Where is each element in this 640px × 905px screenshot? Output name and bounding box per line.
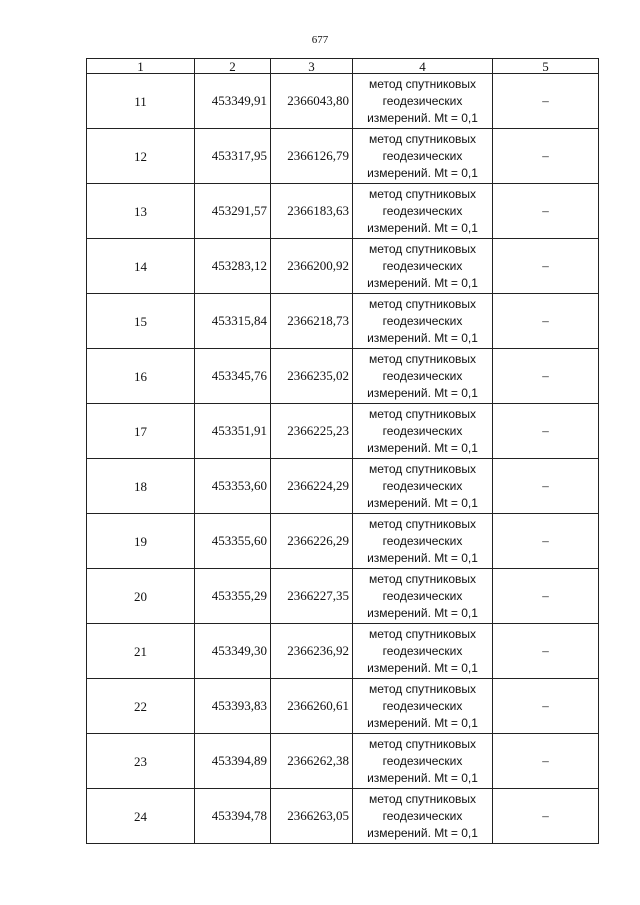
x-coordinate-cell: 453283,12: [195, 239, 271, 294]
method-cell: [353, 184, 493, 239]
x-coordinate-cell: 453351,91: [195, 404, 271, 459]
table-body: [87, 74, 599, 844]
method-cell: [353, 404, 493, 459]
method-line: метод спутниковых: [368, 681, 476, 696]
method-line: геодезических: [382, 643, 463, 658]
note-cell: –: [493, 459, 599, 514]
coordinates-table: [86, 58, 599, 844]
y-coordinate-cell: 2366183,63: [271, 184, 353, 239]
note-cell: –: [493, 624, 599, 679]
note-cell: –: [493, 74, 599, 129]
method-line: метод спутниковых: [368, 241, 476, 256]
header-col-5: 5: [493, 59, 599, 74]
method-line: метод спутниковых: [368, 131, 476, 146]
y-coordinate-cell: 2366227,35: [271, 569, 353, 624]
y-coordinate-cell: 2366263,05: [271, 789, 353, 844]
method-line: геодезических: [382, 258, 463, 273]
method-line: измерений. Mt = 0,1: [367, 220, 478, 235]
y-coordinate-cell: 2366236,92: [271, 624, 353, 679]
method-line: метод спутниковых: [368, 736, 476, 751]
method-line: геодезических: [382, 93, 463, 108]
method-line: геодезических: [382, 368, 463, 383]
y-coordinate-cell: 2366043,80: [271, 74, 353, 129]
x-coordinate-cell: 453349,91: [195, 74, 271, 129]
method-cell: [353, 514, 493, 569]
method-cell: [353, 349, 493, 404]
method-line: метод спутниковых: [368, 571, 476, 586]
table-row: [87, 569, 599, 624]
y-coordinate-cell: 2366218,73: [271, 294, 353, 349]
point-number-cell: 14: [87, 239, 195, 294]
y-coordinate-cell: 2366126,79: [271, 129, 353, 184]
page-number: 677: [311, 34, 329, 46]
method-line: измерений. Mt = 0,1: [367, 385, 478, 400]
method-line: измерений. Mt = 0,1: [367, 605, 478, 620]
x-coordinate-cell: 453393,83: [195, 679, 271, 734]
method-cell: [353, 459, 493, 514]
method-line: метод спутниковых: [368, 296, 476, 311]
method-line: метод спутниковых: [368, 626, 476, 641]
method-line: измерений. Mt = 0,1: [367, 110, 478, 125]
note-cell: –: [493, 349, 599, 404]
table-row: [87, 624, 599, 679]
point-number-cell: 16: [87, 349, 195, 404]
method-line: измерений. Mt = 0,1: [367, 550, 478, 565]
method-line: метод спутниковых: [368, 351, 476, 366]
table-header: [87, 59, 599, 74]
header-row: [87, 59, 599, 74]
point-number-cell: 20: [87, 569, 195, 624]
x-coordinate-cell: 453291,57: [195, 184, 271, 239]
table-row: [87, 679, 599, 734]
table-row: [87, 459, 599, 514]
method-line: геодезических: [382, 148, 463, 163]
table-row: [87, 404, 599, 459]
x-coordinate-cell: 453315,84: [195, 294, 271, 349]
header-col-1: 1: [87, 59, 195, 74]
point-number-cell: 19: [87, 514, 195, 569]
header-col-4: 4: [353, 59, 493, 74]
method-line: геодезических: [382, 423, 463, 438]
method-line: геодезических: [382, 533, 463, 548]
x-coordinate-cell: 453345,76: [195, 349, 271, 404]
method-line: измерений. Mt = 0,1: [367, 770, 478, 785]
method-line: метод спутниковых: [368, 791, 476, 806]
method-line: измерений. Mt = 0,1: [367, 165, 478, 180]
x-coordinate-cell: 453349,30: [195, 624, 271, 679]
x-coordinate-cell: 453394,89: [195, 734, 271, 789]
point-number-cell: 11: [87, 74, 195, 129]
note-cell: –: [493, 129, 599, 184]
method-cell: [353, 789, 493, 844]
point-number-cell: 17: [87, 404, 195, 459]
method-line: геодезических: [382, 478, 463, 493]
table-row: [87, 184, 599, 239]
x-coordinate-cell: 453353,60: [195, 459, 271, 514]
method-cell: [353, 679, 493, 734]
method-cell: [353, 239, 493, 294]
table-row: [87, 239, 599, 294]
method-cell: [353, 294, 493, 349]
note-cell: –: [493, 404, 599, 459]
method-line: измерений. Mt = 0,1: [367, 715, 478, 730]
y-coordinate-cell: 2366226,29: [271, 514, 353, 569]
note-cell: –: [493, 239, 599, 294]
table-row: [87, 349, 599, 404]
method-line: метод спутниковых: [368, 186, 476, 201]
x-coordinate-cell: 453394,78: [195, 789, 271, 844]
note-cell: –: [493, 789, 599, 844]
method-line: измерений. Mt = 0,1: [367, 825, 478, 840]
method-line: измерений. Mt = 0,1: [367, 660, 478, 675]
table-row: [87, 129, 599, 184]
point-number-cell: 12: [87, 129, 195, 184]
y-coordinate-cell: 2366200,92: [271, 239, 353, 294]
y-coordinate-cell: 2366262,38: [271, 734, 353, 789]
point-number-cell: 21: [87, 624, 195, 679]
y-coordinate-cell: 2366235,02: [271, 349, 353, 404]
method-line: измерений. Mt = 0,1: [367, 495, 478, 510]
method-line: геодезических: [382, 313, 463, 328]
point-number-cell: 18: [87, 459, 195, 514]
table-row: [87, 74, 599, 129]
y-coordinate-cell: 2366224,29: [271, 459, 353, 514]
y-coordinate-cell: 2366260,61: [271, 679, 353, 734]
header-col-3: 3: [271, 59, 353, 74]
method-cell: [353, 129, 493, 184]
point-number-cell: 24: [87, 789, 195, 844]
x-coordinate-cell: 453355,29: [195, 569, 271, 624]
note-cell: –: [493, 294, 599, 349]
y-coordinate-cell: 2366225,23: [271, 404, 353, 459]
x-coordinate-cell: 453355,60: [195, 514, 271, 569]
note-cell: –: [493, 569, 599, 624]
point-number-cell: 13: [87, 184, 195, 239]
point-number-cell: 22: [87, 679, 195, 734]
method-line: метод спутниковых: [368, 406, 476, 421]
method-cell: [353, 734, 493, 789]
header-col-2: 2: [195, 59, 271, 74]
method-cell: [353, 569, 493, 624]
method-line: метод спутниковых: [368, 461, 476, 476]
table-row: [87, 294, 599, 349]
method-line: геодезических: [382, 698, 463, 713]
method-line: измерений. Mt = 0,1: [367, 330, 478, 345]
point-number-cell: 23: [87, 734, 195, 789]
note-cell: –: [493, 734, 599, 789]
method-line: измерений. Mt = 0,1: [367, 440, 478, 455]
table-row: [87, 514, 599, 569]
method-line: измерений. Mt = 0,1: [367, 275, 478, 290]
note-cell: –: [493, 184, 599, 239]
note-cell: –: [493, 514, 599, 569]
method-line: метод спутниковых: [368, 76, 476, 91]
table-row: [87, 734, 599, 789]
point-number-cell: 15: [87, 294, 195, 349]
method-cell: [353, 624, 493, 679]
method-line: геодезических: [382, 753, 463, 768]
method-line: геодезических: [382, 203, 463, 218]
method-cell: [353, 74, 493, 129]
method-line: метод спутниковых: [368, 516, 476, 531]
note-cell: –: [493, 679, 599, 734]
table-row: [87, 789, 599, 844]
method-line: геодезических: [382, 588, 463, 603]
x-coordinate-cell: 453317,95: [195, 129, 271, 184]
method-line: геодезических: [382, 808, 463, 823]
